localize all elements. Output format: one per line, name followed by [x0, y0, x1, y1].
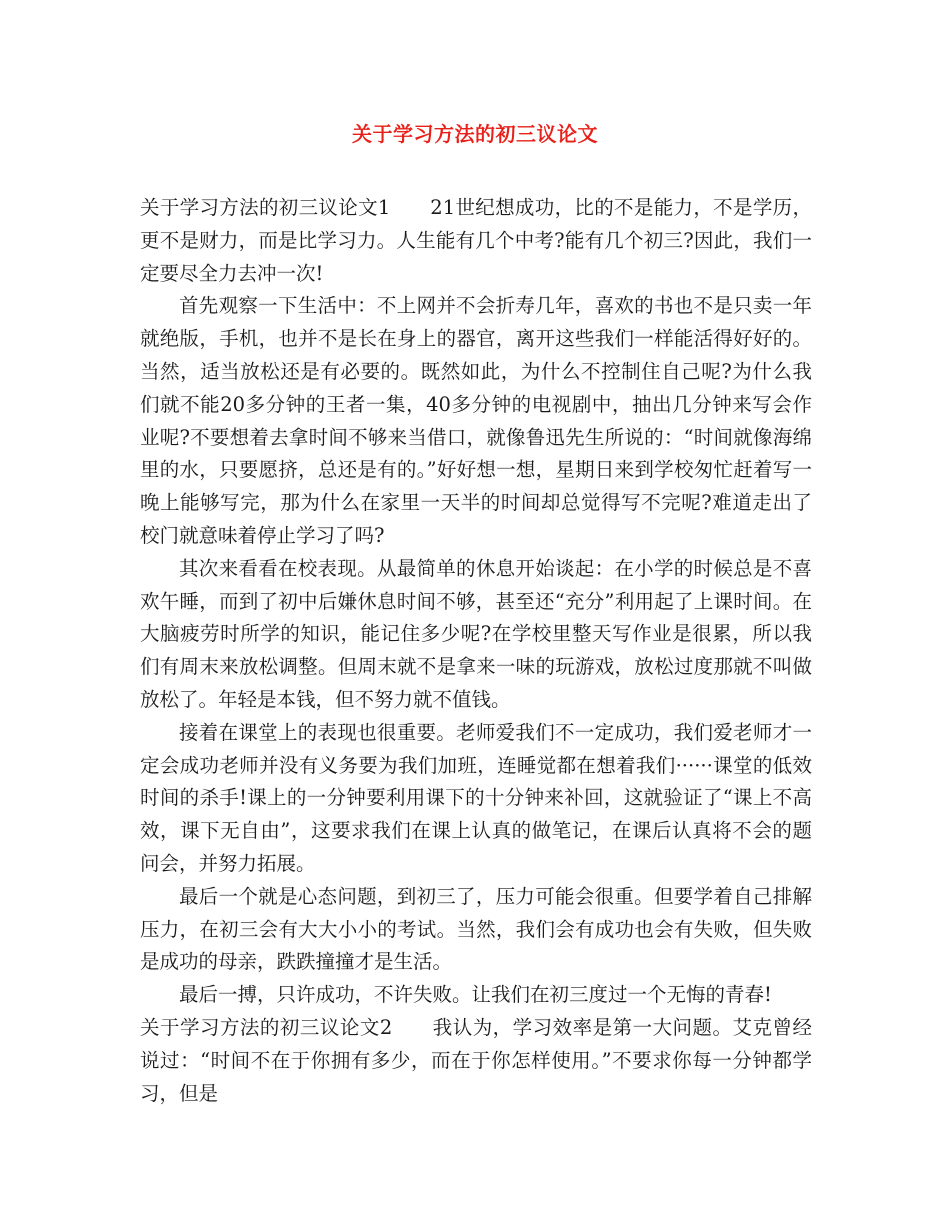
document-title: 关于学习方法的初三议论文 — [352, 122, 598, 146]
paragraph-life-observation: 首先观察一下生活中：不上网并不会折寿几年，喜欢的书也不是只卖一年就绝版，手机，也并不是长在身上的器官，离开这些我们一样能活得好好的。当然，适当放松还是有必要的。既然如此，为什么不控制住自己呢?为什么我们就不能20多分钟的王者一集，40多分钟的电视剧中，抽出几分钟来写会作业呢?不要想着去拿时间不够来当借口，就像鲁迅先生所说的：“时间就像海绵里的水，只要愿挤，总还是有的。”好好想一想，星期日来到学校匆忙赶着写一晚上能够写完，那为什么在家里一天半的时间却总觉得写不完呢?难道走出了校门就意味着停止学习了吗? — [140, 294, 812, 547]
section-1-opening-paragraph: 关于学习方法的初三议论文1 21世纪想成功，比的不是能力，不是学历，更不是财力，而是比学习力。人生能有几个中考?能有几个初三?因此，我们一定要尽全力去冲一次! — [140, 196, 812, 285]
section-2-opening-paragraph: 关于学习方法的初三议论文2 我认为，学习效率是第一大问题。艾克曾经说过：“时间不在于你拥有多少，而在于你怎样使用。”不要求你每一分钟都学习，但是 — [140, 1015, 812, 1105]
paragraph-classroom-performance: 接着在课堂上的表现也很重要。老师爱我们不一定成功，我们爱老师才一定会成功老师并没有义务要为我们加班，连睡觉都在想着我们······课堂的低效时间的杀手!课上的一分钟要利用课下的十分钟来补回，这就验证了“课上不高效，课下无自由”，这要求我们在课上认真的做笔记，在课后认真将不会的题问会，并努力拓展。 — [140, 720, 812, 875]
paragraph-final-push: 最后一搏，只许成功，不许失败。让我们在初三度过一个无悔的青春! — [179, 983, 772, 1007]
paragraph-school-performance: 其次来看看在校表现。从最简单的休息开始谈起：在小学的时候总是不喜欢午睡，而到了初中后嫌休息时间不够，甚至还“充分”利用起了上课时间。在大脑疲劳时所学的知识，能记住多少呢?在学校里整天写作业是很累，所以我们有周末来放松调整。但周末就不是拿来一味的玩游戏，放松过度那就不叫做放松了。年轻是本钱，但不努力就不值钱。 — [140, 556, 812, 711]
document-body — [140, 192, 812, 1110]
paragraph-mindset: 最后一个就是心态问题，到初三了，压力可能会很重。但要学着自己排解压力，在初三会有大大小小的考试。当然，我们会有成功也会有失败，但失败是成功的母亲，跌跌撞撞才是生活。 — [140, 884, 812, 974]
